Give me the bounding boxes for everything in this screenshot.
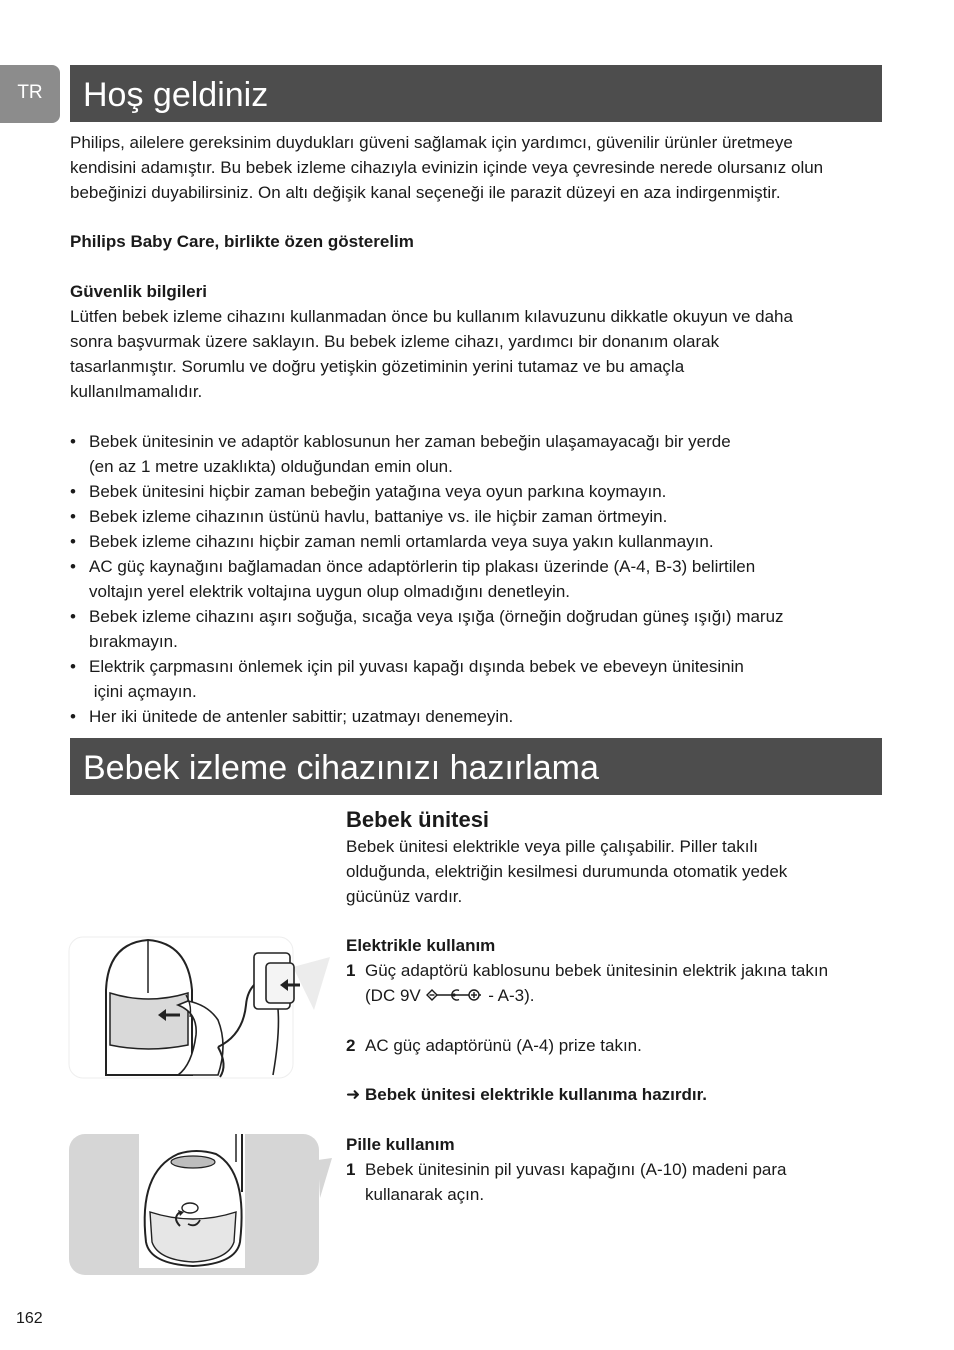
intro-paragraph xyxy=(70,130,870,205)
page-number: 162 xyxy=(16,1310,43,1327)
step-line-suffix: - A-3). xyxy=(483,986,535,1005)
safety-line: kullanılmamalıdır. xyxy=(70,382,203,401)
bullet-line: • Bebek izleme cihazını aşırı soğuğa, sıcağa veya ışığa (örneğin doğrudan güneş ışığı) maruz xyxy=(89,607,784,626)
baby-unit-heading: Bebek ünitesi xyxy=(346,807,490,832)
bullet-line: içini açmayın. xyxy=(89,682,197,701)
bullet-line: • Her iki ünitede de antenler sabittir; uzatmayı denemeyin. xyxy=(89,707,514,726)
bullet-item xyxy=(70,654,870,704)
bullet-item xyxy=(70,479,870,504)
mains-power-heading: Elektrikle kullanım xyxy=(346,936,496,955)
unit-line: olduğunda, elektriğin kesilmesi durumunda otomatik yedek xyxy=(346,862,788,881)
language-tab: TR xyxy=(0,65,60,123)
unit-line: gücünüz vardır. xyxy=(346,887,463,906)
step-text xyxy=(365,958,886,1008)
intro-line: kendisini adamıştır. Bu bebek izleme cihazıyla evinizin içinde veya çevresinde nerede olursanız olun xyxy=(70,158,824,177)
battery-power-heading: Pille kullanım xyxy=(346,1135,455,1154)
power-step-2 xyxy=(346,1033,886,1058)
bullet-line: • Bebek izleme cihazının üstünü havlu, battaniye vs. ile hiçbir zaman örtmeyin. xyxy=(89,507,668,526)
step-text: AC güç adaptörünü (A-4) prize takın. xyxy=(365,1036,642,1055)
bullet-line: voltajın yerel elektrik voltajına uygun olup olmadığını denetleyin. xyxy=(89,582,571,601)
bullet-item xyxy=(70,604,870,654)
unit-line: Bebek ünitesi elektrikle veya pille çalışabilir. Piller takılı xyxy=(346,837,758,856)
bullet-item xyxy=(70,529,870,554)
safety-bullet-list xyxy=(70,429,870,729)
slogan: Philips Baby Care, birlikte özen gösterelim xyxy=(70,232,414,251)
safety-paragraph xyxy=(70,304,870,404)
battery-step-1 xyxy=(346,1157,886,1207)
step-number: 1 xyxy=(346,1160,356,1179)
section-title-preparation: Bebek izleme cihazınızı hazırlama xyxy=(70,738,882,795)
bullet-line: (en az 1 metre uzaklıkta) olduğundan emin olun. xyxy=(89,457,453,476)
safety-line: tasarlanmıştır. Sorumlu ve doğru yetişkin gözetiminin yerini tutamaz ve bu amaçla xyxy=(70,357,685,376)
bullet-line: • AC güç kaynağını bağlamadan önce adaptörlerin tip plakası üzerinde (A-4, B-3) belirtilen xyxy=(89,557,756,576)
baby-unit-paragraph xyxy=(346,834,886,909)
intro-line: bebeğinizi duyabilirsiniz. On altı değişik kanal seçeneği ile parazit düzeyi en aza indirgenmiştir. xyxy=(70,183,781,202)
step-number: 2 xyxy=(346,1036,356,1055)
intro-line: Philips, ailelere gereksinim duydukları güveni sağlamak için yardımcı, güvenilir ürünler üretmeye xyxy=(70,133,793,152)
safety-line: sonra başvurmak üzere saklayın. Bu bebek izleme cihazı, yardımcı bir donanım olarak xyxy=(70,332,720,351)
step-number: 1 xyxy=(346,961,356,980)
bullet-item xyxy=(70,504,870,529)
step-line-prefix: (DC 9V xyxy=(365,986,426,1005)
step-line: Bebek ünitesinin pil yuvası kapağını (A-10) madeni para xyxy=(365,1160,787,1179)
safety-line: Lütfen bebek izleme cihazını kullanmadan önce bu kullanım kılavuzunu dikkatle okuyun ve daha xyxy=(70,307,793,326)
section-title-welcome: Hoş geldiniz xyxy=(70,65,882,122)
bullet-line: • Bebek ünitesinin ve adaptör kablosunun her zaman bebeğin ulaşamayacağı bir yerde xyxy=(89,432,731,451)
step-line: Güç adaptörü kablosunu bebek ünitesinin elektrik jakına takın xyxy=(365,961,829,980)
power-step-1 xyxy=(346,958,886,1008)
step-line: kullanarak açın. xyxy=(365,1185,485,1204)
bullet-item xyxy=(70,429,870,479)
adapter-connection-illustration xyxy=(68,935,334,1080)
bullet-line: • Elektrik çarpmasını önlemek için pil yuvası kapağı dışında bebek ve ebeveyn ünitesinin xyxy=(89,657,744,676)
safety-heading: Güvenlik bilgileri xyxy=(70,282,207,301)
bullet-line: • Bebek ünitesini hiçbir zaman bebeğin yatağına veya oyun parkına koymayın. xyxy=(89,482,667,501)
bullet-line: • Bebek izleme cihazını hiçbir zaman nemli ortamlarda veya suya yakın kullanmayın. xyxy=(89,532,714,551)
bullet-item xyxy=(70,554,870,604)
step-text xyxy=(365,1157,886,1207)
bullet-item xyxy=(70,704,870,729)
ready-note: ➜ Bebek ünitesi elektrikle kullanıma hazırdır. xyxy=(346,1085,707,1104)
battery-compartment-illustration xyxy=(68,1132,334,1277)
bullet-line: bırakmayın. xyxy=(89,632,178,651)
dc-polarity-icon xyxy=(425,988,483,1002)
